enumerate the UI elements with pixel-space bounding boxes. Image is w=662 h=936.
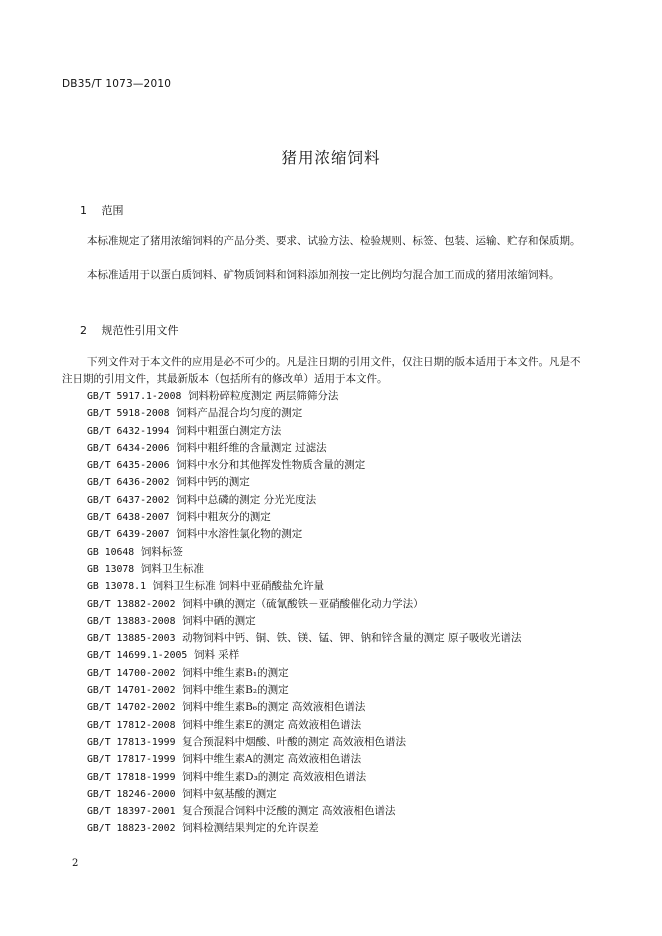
- reference-code: GB/T 17818-1999: [87, 771, 176, 783]
- reference-item: [87, 405, 522, 422]
- reference-item: [87, 578, 522, 595]
- reference-item: [87, 440, 522, 457]
- reference-item: [87, 803, 522, 820]
- reference-code: GB/T 13885-2003: [87, 633, 176, 645]
- reference-title: 饲料中维生素E的测定 高效液相色谱法: [182, 718, 362, 731]
- reference-title: 饲料中维生素B₁的测定: [182, 666, 289, 679]
- reference-item: [87, 388, 522, 405]
- reference-code: GB 13078.1: [87, 581, 146, 593]
- reference-list: [87, 388, 522, 838]
- reference-item: [87, 526, 522, 543]
- reference-title: 饲料中钙的测定: [176, 476, 250, 489]
- reference-code: GB/T 5918-2008: [87, 408, 170, 420]
- reference-title: 饲料粉碎粒度测定 两层筛筛分法: [188, 390, 339, 402]
- reference-title: 饲料中粗纤维的含量测定 过滤法: [176, 441, 327, 454]
- reference-code: GB/T 6435-2006: [87, 460, 170, 472]
- reference-item: [87, 613, 522, 630]
- normative-references-intro: 下列文件对于本文件的应用是必不可少的。凡是注日期的引用文件，仅注日期的版本适用于本文件。凡是不注日期的引用文件，其最新版本（包括所有的修改单）适用于本文件。: [62, 356, 581, 385]
- reference-code: GB 13078: [87, 563, 135, 575]
- reference-code: GB/T 17812-2008: [87, 719, 176, 731]
- reference-title: 饲料中总磷的测定 分光光度法: [176, 493, 317, 506]
- reference-code: GB 10648: [87, 546, 135, 558]
- page-number: 2: [72, 858, 79, 869]
- reference-title: 饲料卫生标准: [140, 562, 204, 575]
- reference-item: [87, 786, 522, 803]
- reference-code: GB/T 17817-1999: [87, 754, 176, 766]
- scope-paragraph-2: 本标准适用于以蛋白质饲料、矿物质饲料和饲料添加剂按一定比例均匀混合加工而成的猪用浓缩饲料。: [87, 269, 560, 281]
- reference-title: 饲料中维生素B₂的测定: [182, 684, 289, 697]
- document-title: 猪用浓缩饲料: [281, 149, 381, 167]
- section-title: 规范性引用文件: [101, 324, 179, 337]
- reference-code: GB/T 13883-2008: [87, 615, 176, 627]
- reference-code: GB/T 5917.1-2008: [87, 391, 182, 402]
- reference-title: 饲料中硒的测定: [182, 614, 256, 627]
- section-number: 1: [80, 204, 87, 217]
- reference-title: 复合预混合饲料中泛酸的测定 高效液相色谱法: [182, 805, 396, 818]
- reference-code: GB/T 6437-2002: [87, 494, 170, 506]
- reference-title: 饲料产品混合均匀度的测定: [176, 407, 303, 420]
- reference-title: 饲料中粗灰分的测定: [176, 511, 271, 524]
- reference-code: GB/T 6436-2002: [87, 477, 170, 489]
- reference-title: 动物饲料中钙、铜、铁、镁、锰、钾、钠和锌含量的测定 原子吸收光谱法: [182, 632, 522, 645]
- reference-code: GB/T 18823-2002: [87, 823, 176, 835]
- section-number: 2: [80, 324, 87, 337]
- reference-code: GB/T 14701-2002: [87, 685, 176, 697]
- reference-code: GB/T 13882-2002: [87, 598, 176, 610]
- reference-title: 饲料 采样: [193, 649, 240, 662]
- reference-item: [87, 509, 522, 526]
- standard-code: DB35/T 1073—2010: [62, 78, 172, 90]
- reference-title: 复合预混料中烟酸、叶酸的测定 高效液相色谱法: [182, 735, 407, 748]
- reference-item: [87, 699, 522, 716]
- reference-item: [87, 665, 522, 682]
- reference-item: [87, 820, 522, 837]
- reference-code: GB/T 6434-2006: [87, 442, 170, 454]
- reference-item: [87, 544, 522, 561]
- reference-code: GB/T 14700-2002: [87, 667, 176, 679]
- reference-item: [87, 769, 522, 786]
- reference-item: [87, 423, 522, 440]
- section-2-heading: [80, 322, 179, 338]
- section-title: 范围: [101, 204, 124, 217]
- reference-item: [87, 492, 522, 509]
- reference-code: GB/T 6439-2007: [87, 529, 170, 541]
- reference-item: [87, 751, 522, 768]
- reference-item: [87, 717, 522, 734]
- reference-code: GB/T 6438-2007: [87, 512, 170, 524]
- reference-code: GB/T 6432-1994: [87, 425, 170, 437]
- reference-code: GB/T 17813-1999: [87, 736, 176, 748]
- reference-title: 饲料中氨基酸的测定: [182, 787, 277, 800]
- reference-item: [87, 734, 522, 751]
- reference-code: GB/T 18397-2001: [87, 806, 176, 818]
- reference-title: 饲料中维生素D₃的测定 高效液相色谱法: [182, 770, 367, 783]
- reference-code: GB/T 14702-2002: [87, 702, 176, 714]
- reference-item: [87, 682, 522, 699]
- reference-item: [87, 474, 522, 491]
- reference-title: 饲料中粗蛋白测定方法: [176, 424, 282, 437]
- reference-item: [87, 596, 522, 613]
- reference-title: 饲料中水溶性氯化物的测定: [176, 528, 303, 541]
- reference-title: 饲料中维生素B₆的测定 高效液相色谱法: [182, 701, 366, 714]
- reference-title: 饲料中碘的测定（硫氰酸铁－亚硝酸催化动力学法）: [182, 597, 424, 610]
- reference-title: 饲料卫生标准 饲料中亚硝酸盐允许量: [152, 580, 325, 593]
- reference-title: 饲料标签: [140, 545, 183, 558]
- reference-title: 饲料中维生素A的测定 高效液相色谱法: [182, 753, 362, 766]
- reference-code: GB/T 14699.1-2005: [87, 650, 188, 662]
- reference-code: GB/T 18246-2000: [87, 788, 176, 800]
- reference-item: [87, 561, 522, 578]
- reference-item: [87, 457, 522, 474]
- section-1-heading: [80, 202, 124, 218]
- reference-item: [87, 630, 522, 647]
- reference-title: 饲料中水分和其他挥发性物质含量的测定: [176, 459, 366, 472]
- scope-paragraph-1: 本标准规定了猪用浓缩饲料的产品分类、要求、试验方法、检验规则、标签、包装、运输、贮存和保质期。: [87, 235, 581, 247]
- reference-title: 饲料检测结果判定的允许误差: [182, 822, 319, 835]
- reference-item: [87, 647, 522, 664]
